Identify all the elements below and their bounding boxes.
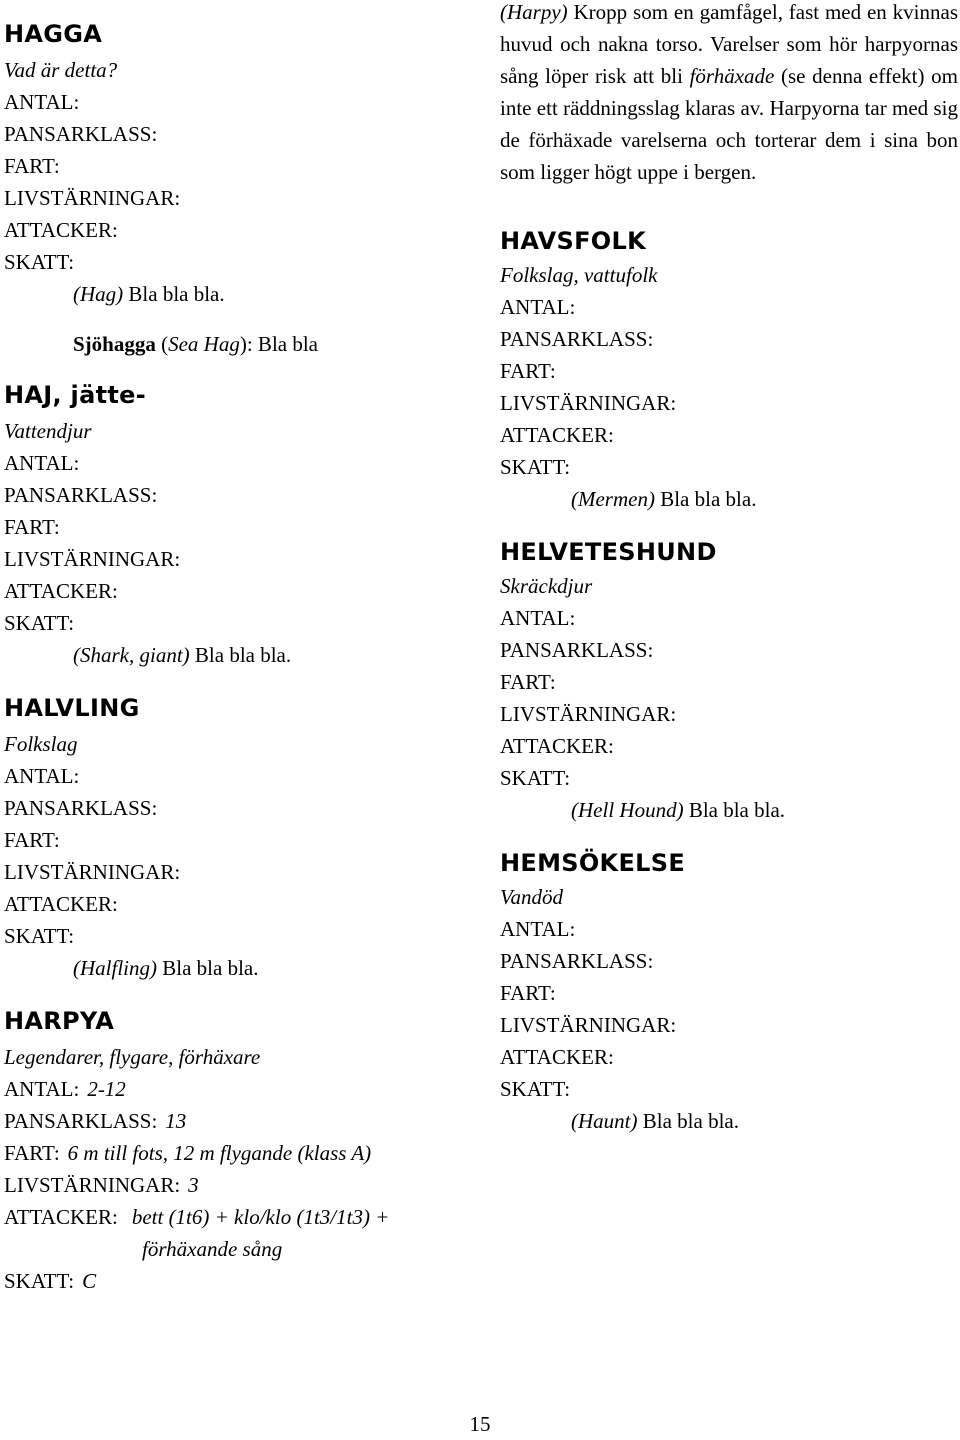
stat-fart: FART: [4,154,60,178]
entry-type: Skräckdjur [500,574,593,598]
entry-description [4,952,474,984]
stat-antal: ANTAL: [500,606,576,630]
entry-description [4,639,474,671]
description-text: Bla bla bla. [637,1109,739,1133]
original-name: (Harpy) [500,0,568,24]
stat-pansarklass [4,1105,474,1137]
description-text: Bla bla bla. [157,956,259,980]
original-name: (Mermen) [571,487,655,511]
entry-title: HELVETESHUND [500,538,717,566]
stat-pansarklass: PANSARKLASS: [500,949,654,973]
stat-value: 2-12 [87,1077,126,1101]
stat-livstarningar [4,1169,474,1201]
stat-fart [4,1137,474,1169]
stat-antal: ANTAL: [500,917,576,941]
entry-title: HAJ, jätte- [4,381,146,409]
stat-label: FART: [4,1141,60,1165]
stat-label: LIVSTÄRNINGAR: [4,1173,181,1197]
entry-type: Folkslag [4,732,78,756]
stat-label: ATTACKER: [4,1205,118,1229]
entry-helveteshund [500,537,958,826]
stat-skatt: SKATT: [4,924,75,948]
original-name: (Shark, giant) [73,643,190,667]
entry-title: HAGGA [4,20,103,48]
stat-attacker: ATTACKER: [500,423,614,447]
stat-livstarningar: LIVSTÄRNINGAR: [4,547,181,571]
description-text: Bla bla bla. [123,282,225,306]
stat-livstarningar: LIVSTÄRNINGAR: [500,702,677,726]
stat-antal: ANTAL: [4,764,80,788]
stat-skatt: SKATT: [4,250,75,274]
entry-type: Folkslag, vattufolk [500,263,658,287]
stat-skatt [4,1265,474,1297]
stat-livstarningar: LIVSTÄRNINGAR: [4,860,181,884]
stat-attacker: ATTACKER: [4,218,118,242]
stat-antal: ANTAL: [4,90,80,114]
entry-havsfolk [500,226,958,515]
stat-attacker: ATTACKER: [4,579,118,603]
stat-antal: ANTAL: [4,451,80,475]
entry-hagga [4,19,474,360]
page-number: 15 [469,1412,491,1436]
entry-description [4,278,474,310]
description-text: Bla bla bla. [189,643,292,667]
stat-antal [4,1073,474,1105]
stat-livstarningar: LIVSTÄRNINGAR: [500,391,677,415]
description-text: Kropp som en gamfågel, fast med en kvinnas huvud och nakna torso. Varelser som hör harpyornas sång löper risk att bli [500,0,958,88]
stat-value: C [82,1269,97,1293]
entry-hemsokelse [500,848,958,1137]
entry-title: HARPYA [4,1007,115,1035]
stat-pansarklass: PANSARKLASS: [4,796,158,820]
stat-fart: FART: [4,828,60,852]
description-text: Bla bla bla. [683,798,786,822]
stat-pansarklass: PANSARKLASS: [500,638,654,662]
stat-value: 13 [165,1109,187,1133]
entry-type: Vandöd [500,885,563,909]
stat-attacker-continued [4,1233,474,1265]
entry-description [500,483,958,515]
entry-harpya [4,1006,474,1297]
original-name: (Hell Hound) [571,798,684,822]
subentry-original-name: Sea Hag [168,332,240,356]
entry-type: Vad är detta? [4,58,118,82]
stat-attacker: ATTACKER: [500,734,614,758]
entry-type: Legendarer, flygare, förhäxare [4,1045,261,1069]
subentry-text: ): Bla bla [239,332,319,356]
stat-fart: FART: [500,670,556,694]
subentry-name: Sjöhagga [73,332,156,356]
stat-pansarklass: PANSARKLASS: [4,483,158,507]
stat-fart: FART: [500,359,556,383]
stat-fart: FART: [500,981,556,1005]
stat-skatt: SKATT: [500,455,571,479]
subentry-paren: ( [155,332,169,356]
stat-value: bett (1t6) + klo/klo (1t3/1t3) + [131,1205,390,1229]
stat-value: 3 [188,1173,199,1197]
entry-title: HALVLING [4,694,140,722]
stat-label: PANSARKLASS: [4,1109,158,1133]
stat-skatt: SKATT: [4,611,75,635]
stat-label: SKATT: [4,1269,75,1293]
subentry-sjohagga [4,328,474,360]
entry-halvling [4,693,474,984]
stat-pansarklass: PANSARKLASS: [4,122,158,146]
stat-fart: FART: [4,515,60,539]
harpya-description [500,0,958,188]
entry-title: HEMSÖKELSE [500,849,686,877]
stat-livstarningar: LIVSTÄRNINGAR: [500,1013,677,1037]
stat-attacker [4,1201,474,1233]
right-column [500,0,958,1137]
entry-description [500,1105,958,1137]
entry-title: HAVSFOLK [500,227,646,255]
description-text: Bla bla bla. [654,487,757,511]
effect-term: förhäxade [689,64,775,88]
entry-haj [4,380,474,671]
stat-antal: ANTAL: [500,295,576,319]
original-name: (Haunt) [571,1109,638,1133]
stat-livstarningar: LIVSTÄRNINGAR: [4,186,181,210]
stat-attacker: ATTACKER: [4,892,118,916]
entry-type: Vattendjur [4,419,92,443]
original-name: (Hag) [73,282,124,306]
stat-label: ANTAL: [4,1077,80,1101]
description-text-continued: (se denna effekt) om inte ett räddningsslag klaras av. Harpyorna tar med sig de förhäxade varelserna och torterar dem i sina bon som ligger högt uppe i bergen. [500,64,958,184]
stat-skatt: SKATT: [500,1077,571,1101]
left-column [4,0,474,1297]
entry-description [500,794,958,826]
original-name: (Halfling) [73,956,157,980]
stat-attacker: ATTACKER: [500,1045,614,1069]
stat-pansarklass: PANSARKLASS: [500,327,654,351]
stat-value: 6 m till fots, 12 m flygande (klass A) [67,1141,372,1165]
stat-value: förhäxande sång [142,1237,283,1261]
stat-skatt: SKATT: [500,766,571,790]
